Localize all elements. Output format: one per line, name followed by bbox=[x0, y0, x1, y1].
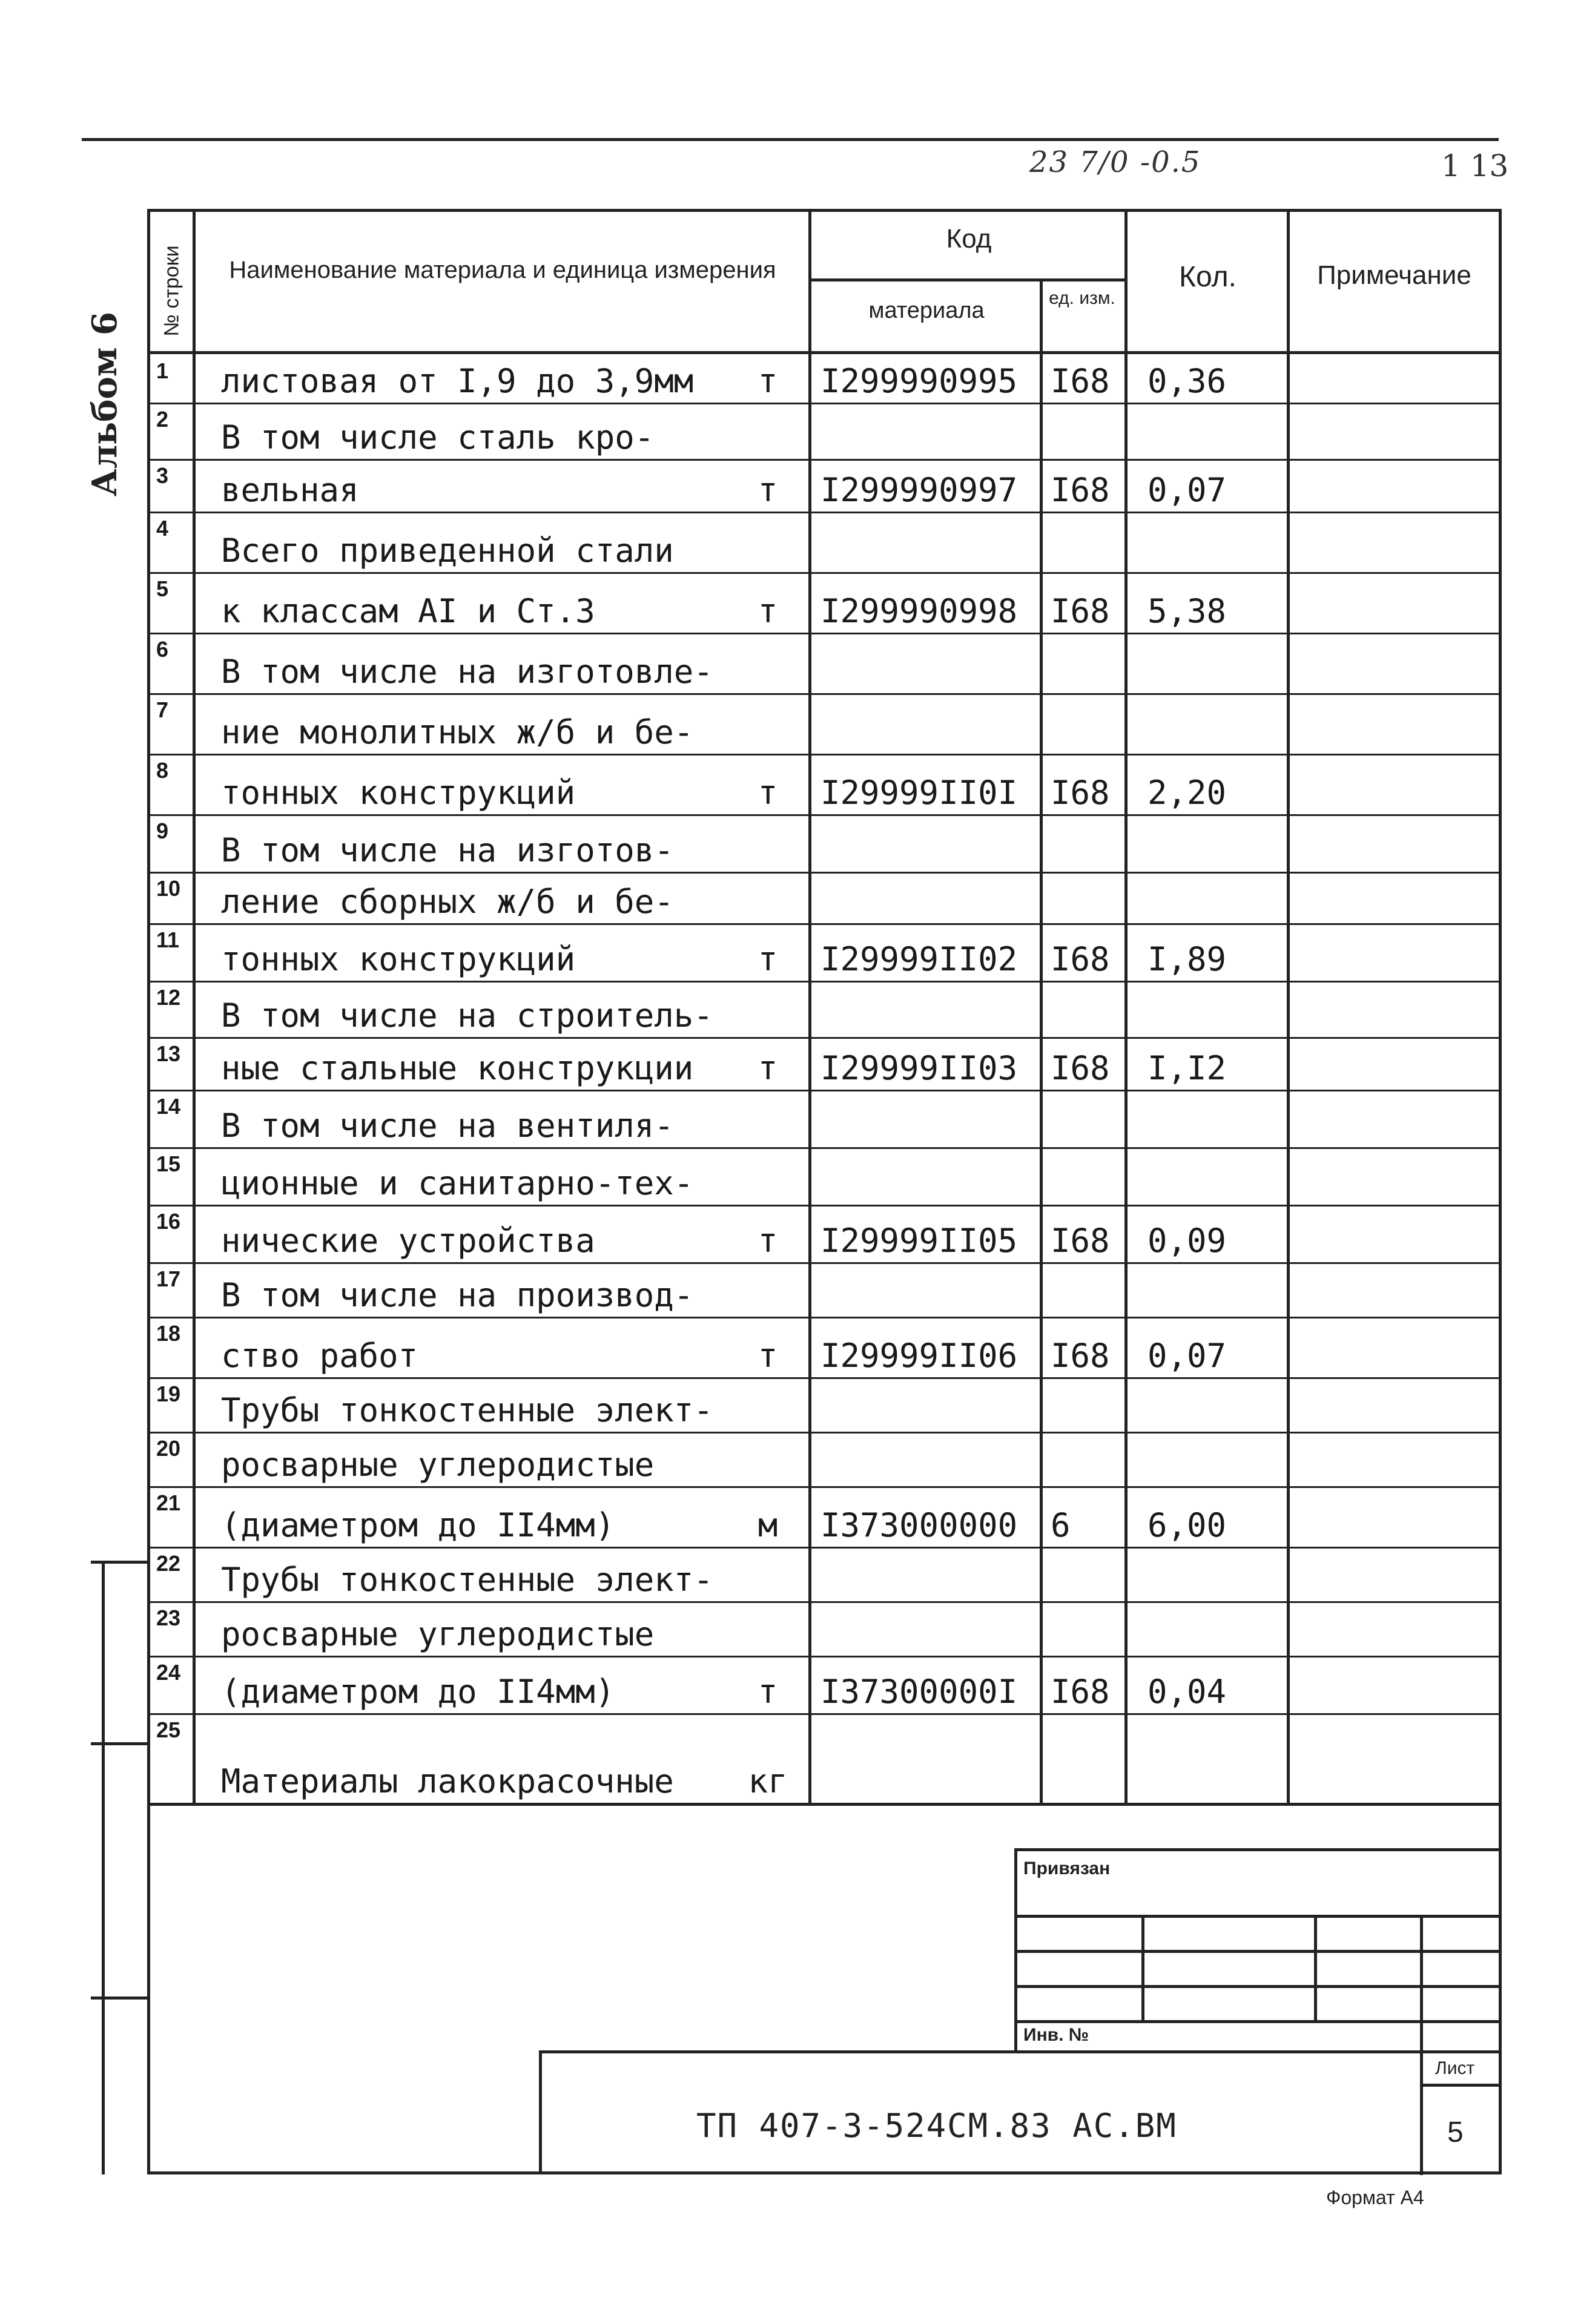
material-name: тонных конструкций bbox=[221, 774, 576, 812]
header-material-name: Наименование материала и единица измерения bbox=[229, 257, 776, 283]
row-number: 19 bbox=[156, 1381, 181, 1406]
binding-strip-line bbox=[91, 1996, 150, 2000]
unit-of-measure: т bbox=[758, 774, 778, 812]
row-number: 7 bbox=[156, 697, 169, 722]
material-name: ные стальные конструкции bbox=[221, 1049, 694, 1087]
page-reference: 1 13 bbox=[1441, 148, 1509, 183]
header-row-number bbox=[151, 218, 193, 363]
row-number: 10 bbox=[156, 876, 181, 901]
unit-code: I68 bbox=[1051, 592, 1110, 630]
row-number: 8 bbox=[156, 758, 169, 783]
material-code: I299990998 bbox=[821, 592, 1018, 630]
material-name: В том числе сталь кро- bbox=[221, 418, 655, 456]
material-name: В том числе на строитель- bbox=[221, 996, 713, 1035]
row-number: 18 bbox=[156, 1321, 181, 1346]
material-name: тонных конструкций bbox=[221, 940, 576, 978]
row-divider bbox=[147, 1547, 1502, 1549]
header-note: Примечание bbox=[1317, 260, 1471, 290]
header-material-code: материала bbox=[868, 298, 985, 323]
material-name: В том числе на вентиля- bbox=[221, 1107, 674, 1145]
material-name: В том числе на изготовле- bbox=[221, 653, 713, 691]
material-name: Материалы лакокрасочные bbox=[221, 1762, 674, 1800]
column-divider bbox=[1124, 209, 1128, 1805]
material-name: В том числе на изготов- bbox=[221, 831, 674, 869]
material-name: нические устройства bbox=[221, 1222, 595, 1260]
row-divider bbox=[147, 872, 1502, 874]
row-number: 16 bbox=[156, 1209, 181, 1234]
unit-code: I68 bbox=[1051, 1673, 1110, 1711]
material-name: к классам АI и Ст.3 bbox=[221, 592, 595, 630]
row-divider bbox=[147, 1377, 1502, 1379]
quantity: 0,36 bbox=[1147, 362, 1227, 400]
row-divider bbox=[147, 1205, 1502, 1206]
row-number: 4 bbox=[156, 516, 169, 541]
material-name: росварные углеродистые bbox=[221, 1615, 655, 1653]
header-code: Код bbox=[946, 224, 992, 254]
unit-code: I68 bbox=[1051, 940, 1110, 978]
material-name: (диаметром до II4мм) bbox=[221, 1506, 615, 1544]
row-divider bbox=[147, 1486, 1502, 1488]
row-divider bbox=[147, 512, 1502, 513]
material-name: листовая от I,9 до 3,9мм bbox=[221, 362, 694, 400]
unit-of-measure: т bbox=[758, 592, 778, 630]
row-number: 22 bbox=[156, 1551, 181, 1576]
binding-strip-line bbox=[91, 1742, 150, 1745]
row-number: 11 bbox=[156, 927, 180, 952]
material-code: I299990997 bbox=[821, 471, 1018, 509]
unit-of-measure: кг bbox=[748, 1762, 788, 1800]
title-block-line bbox=[539, 2050, 542, 2174]
title-block-line bbox=[1420, 1915, 1423, 2175]
row-number: 1 bbox=[156, 358, 169, 383]
unit-of-measure: м bbox=[758, 1506, 778, 1544]
sheet-number: 5 bbox=[1447, 2116, 1464, 2148]
material-code: I299990995 bbox=[821, 362, 1018, 400]
material-name: В том числе на производ- bbox=[221, 1276, 694, 1314]
material-name: ние монолитных ж/б и бе- bbox=[221, 713, 694, 751]
material-name: вельная bbox=[221, 471, 359, 509]
row-divider bbox=[147, 1147, 1502, 1149]
quantity: 0,09 bbox=[1147, 1222, 1227, 1260]
table-bottom-line bbox=[147, 1803, 1502, 1806]
material-name: Трубы тонкостенные элект- bbox=[221, 1391, 713, 1429]
material-code: I29999II06 bbox=[821, 1337, 1018, 1375]
quantity: I,89 bbox=[1147, 940, 1227, 978]
row-number: 17 bbox=[156, 1266, 181, 1291]
quantity: 6,00 bbox=[1147, 1506, 1227, 1544]
material-name: Всего приведенной стали bbox=[221, 532, 674, 570]
material-code: I373000000 bbox=[821, 1506, 1018, 1544]
title-block-line bbox=[1014, 1848, 1502, 1851]
title-block-line bbox=[1314, 1915, 1317, 2020]
material-name: росварные углеродистые bbox=[221, 1446, 655, 1484]
row-number: 20 bbox=[156, 1436, 181, 1461]
column-divider bbox=[1287, 209, 1290, 1805]
unit-code: I68 bbox=[1051, 362, 1110, 400]
top-rule bbox=[82, 138, 1499, 141]
material-name: ционные и санитарно-тех- bbox=[221, 1164, 694, 1202]
unit-of-measure: т bbox=[758, 1337, 778, 1375]
unit-code: I68 bbox=[1051, 774, 1110, 812]
row-number: 14 bbox=[156, 1094, 181, 1119]
row-divider bbox=[147, 1432, 1502, 1434]
row-number: 15 bbox=[156, 1151, 181, 1176]
material-name: Трубы тонкостенные элект- bbox=[221, 1561, 713, 1599]
row-divider bbox=[147, 814, 1502, 816]
row-divider bbox=[147, 754, 1502, 755]
row-number: 21 bbox=[156, 1490, 181, 1515]
row-divider bbox=[147, 459, 1502, 461]
binding-strip-line bbox=[91, 1561, 150, 1564]
unit-code: I68 bbox=[1051, 471, 1110, 509]
row-divider bbox=[147, 1601, 1502, 1603]
linked-label: Привязан bbox=[1023, 1858, 1111, 1878]
unit-code: I68 bbox=[1051, 1049, 1110, 1087]
column-divider bbox=[808, 209, 811, 1805]
row-number: 9 bbox=[156, 818, 169, 843]
material-name: ление сборных ж/б и бе- bbox=[221, 883, 674, 921]
row-divider bbox=[147, 403, 1502, 404]
row-number: 24 bbox=[156, 1660, 181, 1685]
row-number: 25 bbox=[156, 1717, 181, 1742]
material-code: I37300000I bbox=[821, 1673, 1018, 1711]
column-divider bbox=[1040, 280, 1043, 1805]
title-block-line bbox=[1014, 1915, 1502, 1918]
row-divider bbox=[147, 1262, 1502, 1264]
quantity: 0,07 bbox=[1147, 471, 1227, 509]
row-divider bbox=[147, 572, 1502, 574]
title-block-line bbox=[1014, 1950, 1502, 1953]
material-name: ство работ bbox=[221, 1337, 418, 1375]
title-block-line bbox=[539, 2050, 1502, 2053]
title-block-line bbox=[1014, 2020, 1502, 2023]
material-code: I29999II03 bbox=[821, 1049, 1018, 1087]
format-label: Формат А4 bbox=[1326, 2187, 1424, 2208]
material-name: (диаметром до II4мм) bbox=[221, 1673, 615, 1711]
row-number: 13 bbox=[156, 1041, 181, 1066]
inventory-number-label: Инв. № bbox=[1023, 2025, 1089, 2045]
header-unit: ед. изм. bbox=[1049, 288, 1115, 308]
header-divider bbox=[808, 278, 1128, 281]
unit-of-measure: т bbox=[758, 1049, 778, 1087]
header-divider bbox=[147, 351, 1502, 354]
row-number: 6 bbox=[156, 637, 169, 662]
material-code: I29999II02 bbox=[821, 940, 1018, 978]
quantity: 5,38 bbox=[1147, 592, 1227, 630]
row-divider bbox=[147, 633, 1502, 634]
row-divider bbox=[147, 1090, 1502, 1091]
title-block-line bbox=[1014, 1985, 1502, 1988]
unit-code: I68 bbox=[1051, 1222, 1110, 1260]
unit-of-measure: т bbox=[758, 1673, 778, 1711]
row-number: 3 bbox=[156, 463, 169, 488]
unit-of-measure: т bbox=[758, 471, 778, 509]
row-divider bbox=[147, 1656, 1502, 1657]
quantity: 2,20 bbox=[1147, 774, 1227, 812]
sheet-label: Лист bbox=[1435, 2058, 1475, 2078]
row-divider bbox=[147, 981, 1502, 983]
row-number: 5 bbox=[156, 576, 169, 601]
title-block-line bbox=[1141, 1915, 1144, 2020]
drawing-designation: ТП 407-3-524СМ.83 АС.ВМ bbox=[696, 2107, 1177, 2145]
row-number: 23 bbox=[156, 1605, 181, 1630]
column-divider bbox=[193, 209, 196, 1805]
row-number: 12 bbox=[156, 985, 181, 1010]
document-code: 23 7/0 -0.5 bbox=[1029, 145, 1201, 179]
unit-code: I68 bbox=[1051, 1337, 1110, 1375]
row-divider bbox=[147, 1317, 1502, 1318]
quantity: 0,07 bbox=[1147, 1337, 1227, 1375]
unit-of-measure: т bbox=[758, 940, 778, 978]
row-number: 2 bbox=[156, 407, 169, 432]
binding-strip-line bbox=[102, 1561, 105, 2174]
quantity: I,I2 bbox=[1147, 1049, 1227, 1087]
header-quantity: Кол. bbox=[1179, 261, 1237, 293]
row-divider bbox=[147, 1713, 1502, 1715]
material-code: I29999II05 bbox=[821, 1222, 1018, 1260]
unit-of-measure: т bbox=[758, 1222, 778, 1260]
unit-of-measure: т bbox=[758, 362, 778, 400]
title-block-line bbox=[1420, 2084, 1502, 2087]
row-divider bbox=[147, 1037, 1502, 1039]
unit-code: 6 bbox=[1051, 1506, 1071, 1544]
quantity: 0,04 bbox=[1147, 1673, 1227, 1711]
header-row-number-text: № строки bbox=[160, 245, 183, 337]
material-code: I29999II0I bbox=[821, 774, 1018, 812]
row-divider bbox=[147, 693, 1502, 695]
row-divider bbox=[147, 923, 1502, 925]
album-label: Альбом 6 bbox=[85, 312, 125, 496]
